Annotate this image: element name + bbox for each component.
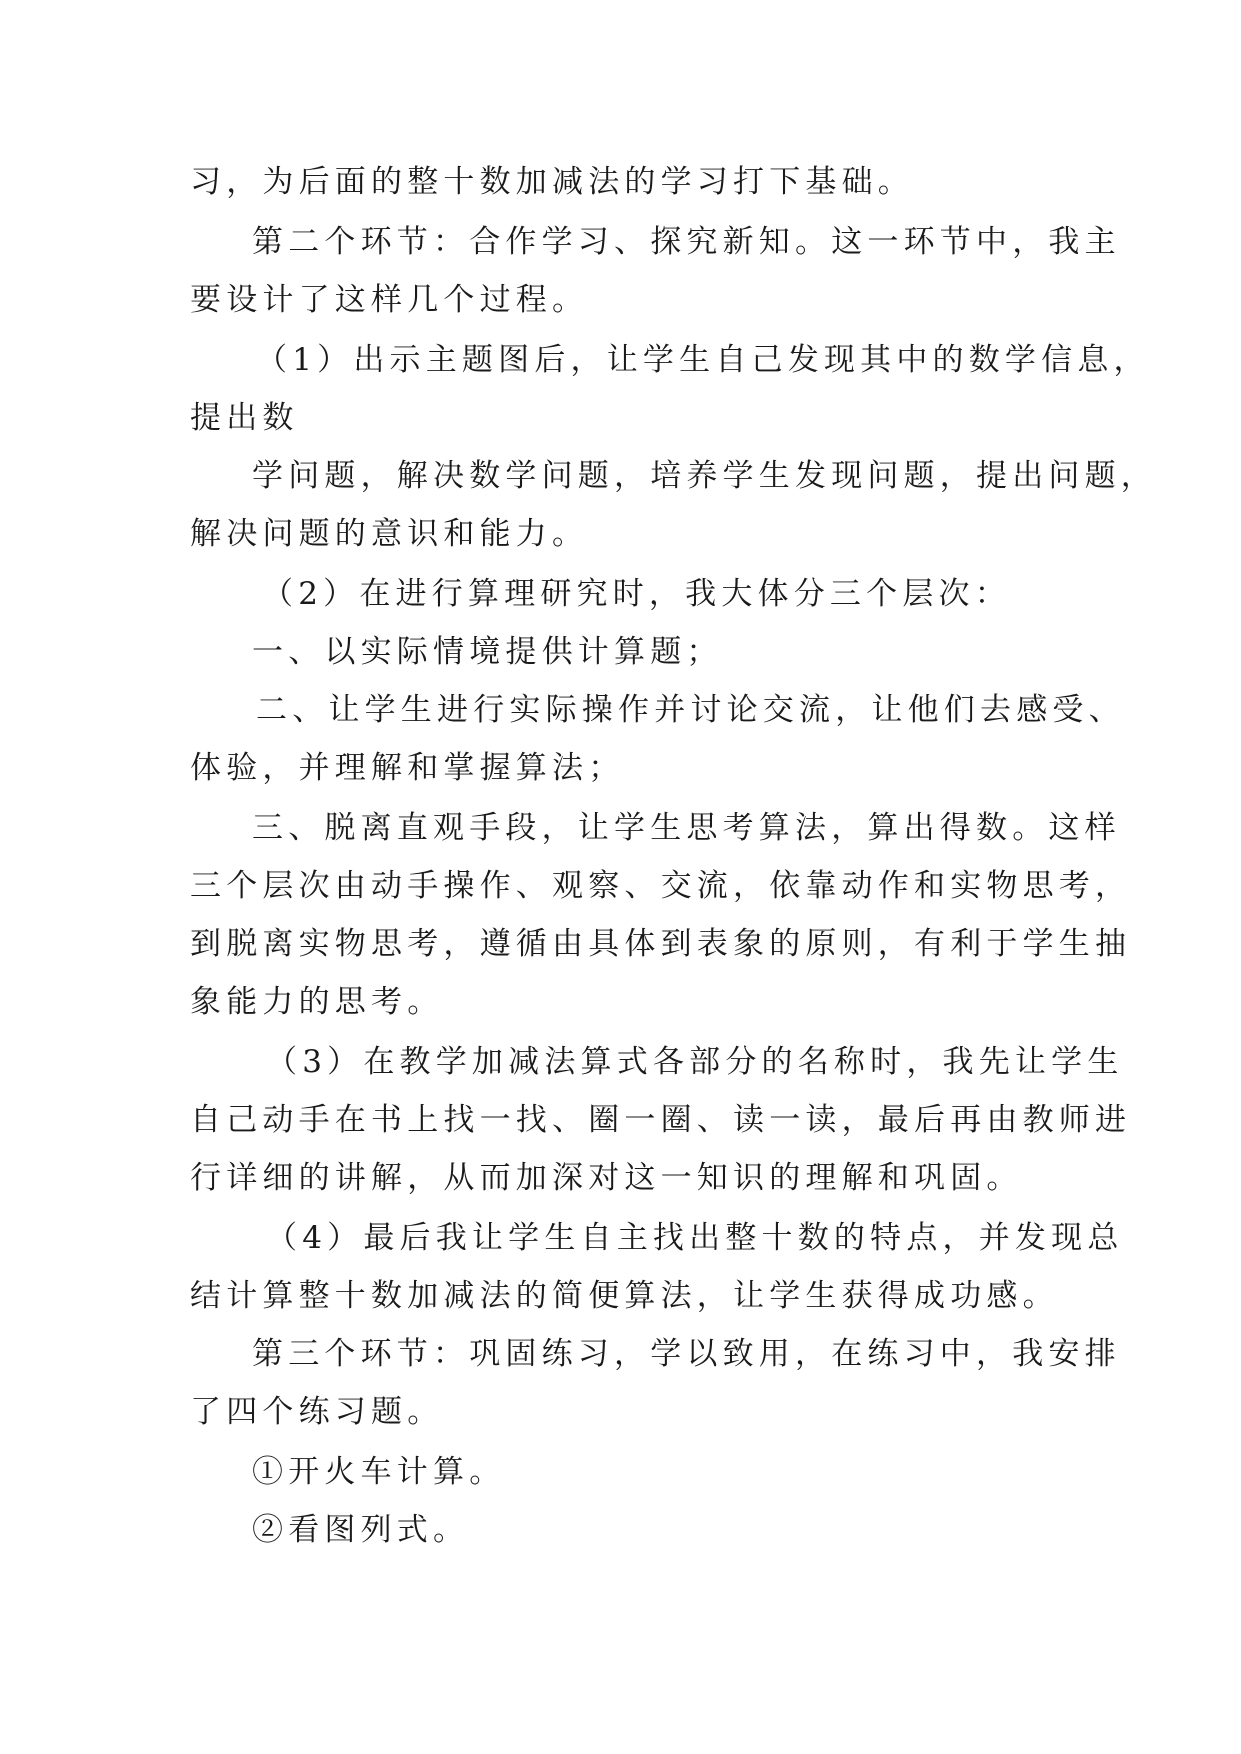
text-line: 行详细的讲解，从而加深对这一知识的理解和巩固。	[190, 1160, 1023, 1196]
text-line: 习，为后面的整十数加减法的学习打下基础。	[190, 164, 914, 200]
text-line: 三、脱离直观手段，让学生思考算法，算出得数。这样	[252, 810, 1121, 846]
text-line: 三个层次由动手操作、观察、交流，依靠动作和实物思考，	[190, 868, 1132, 904]
text-line: 自己动手在书上找一找、圈一圈、读一读，最后再由教师进	[190, 1102, 1132, 1138]
text-line: ②看图列式。	[252, 1512, 470, 1548]
text-line: 二、让学生进行实际操作并讨论交流，让他们去感受、	[256, 692, 1125, 728]
text-line: 象能力的思考。	[190, 984, 444, 1020]
text-line: （3）在教学加减法算式各部分的名称时，我先让学生	[266, 1044, 1124, 1080]
text-line: ①开火车计算。	[252, 1454, 506, 1490]
text-line: 提出数	[190, 400, 299, 436]
text-line: 第二个环节：合作学习、探究新知。这一环节中，我主	[252, 224, 1121, 260]
text-line: （2）在进行算理研究时，我大体分三个层次：	[262, 576, 1011, 612]
text-line: （1）出示主题图后，让学生自己发现其中的数学信息，	[256, 342, 1150, 378]
text-line: 第三个环节：巩固练习，学以致用，在练习中，我安排	[252, 1336, 1121, 1372]
text-line: （4）最后我让学生自主找出整十数的特点，并发现总	[266, 1220, 1124, 1256]
text-line: 一、以实际情境提供计算题；	[252, 634, 723, 670]
text-line: 到脱离实物思考，遵循由具体到表象的原则，有利于学生抽	[190, 926, 1132, 962]
text-line: 体验，并理解和掌握算法；	[190, 750, 625, 786]
text-line: 解决问题的意识和能力。	[190, 516, 589, 552]
text-line: 了四个练习题。	[190, 1394, 444, 1430]
text-line: 学问题，解决数学问题，培养学生发现问题，提出问题，	[252, 458, 1157, 494]
text-line: 要设计了这样几个过程。	[190, 282, 589, 318]
text-line: 结计算整十数加减法的简便算法，让学生获得成功感。	[190, 1278, 1059, 1314]
